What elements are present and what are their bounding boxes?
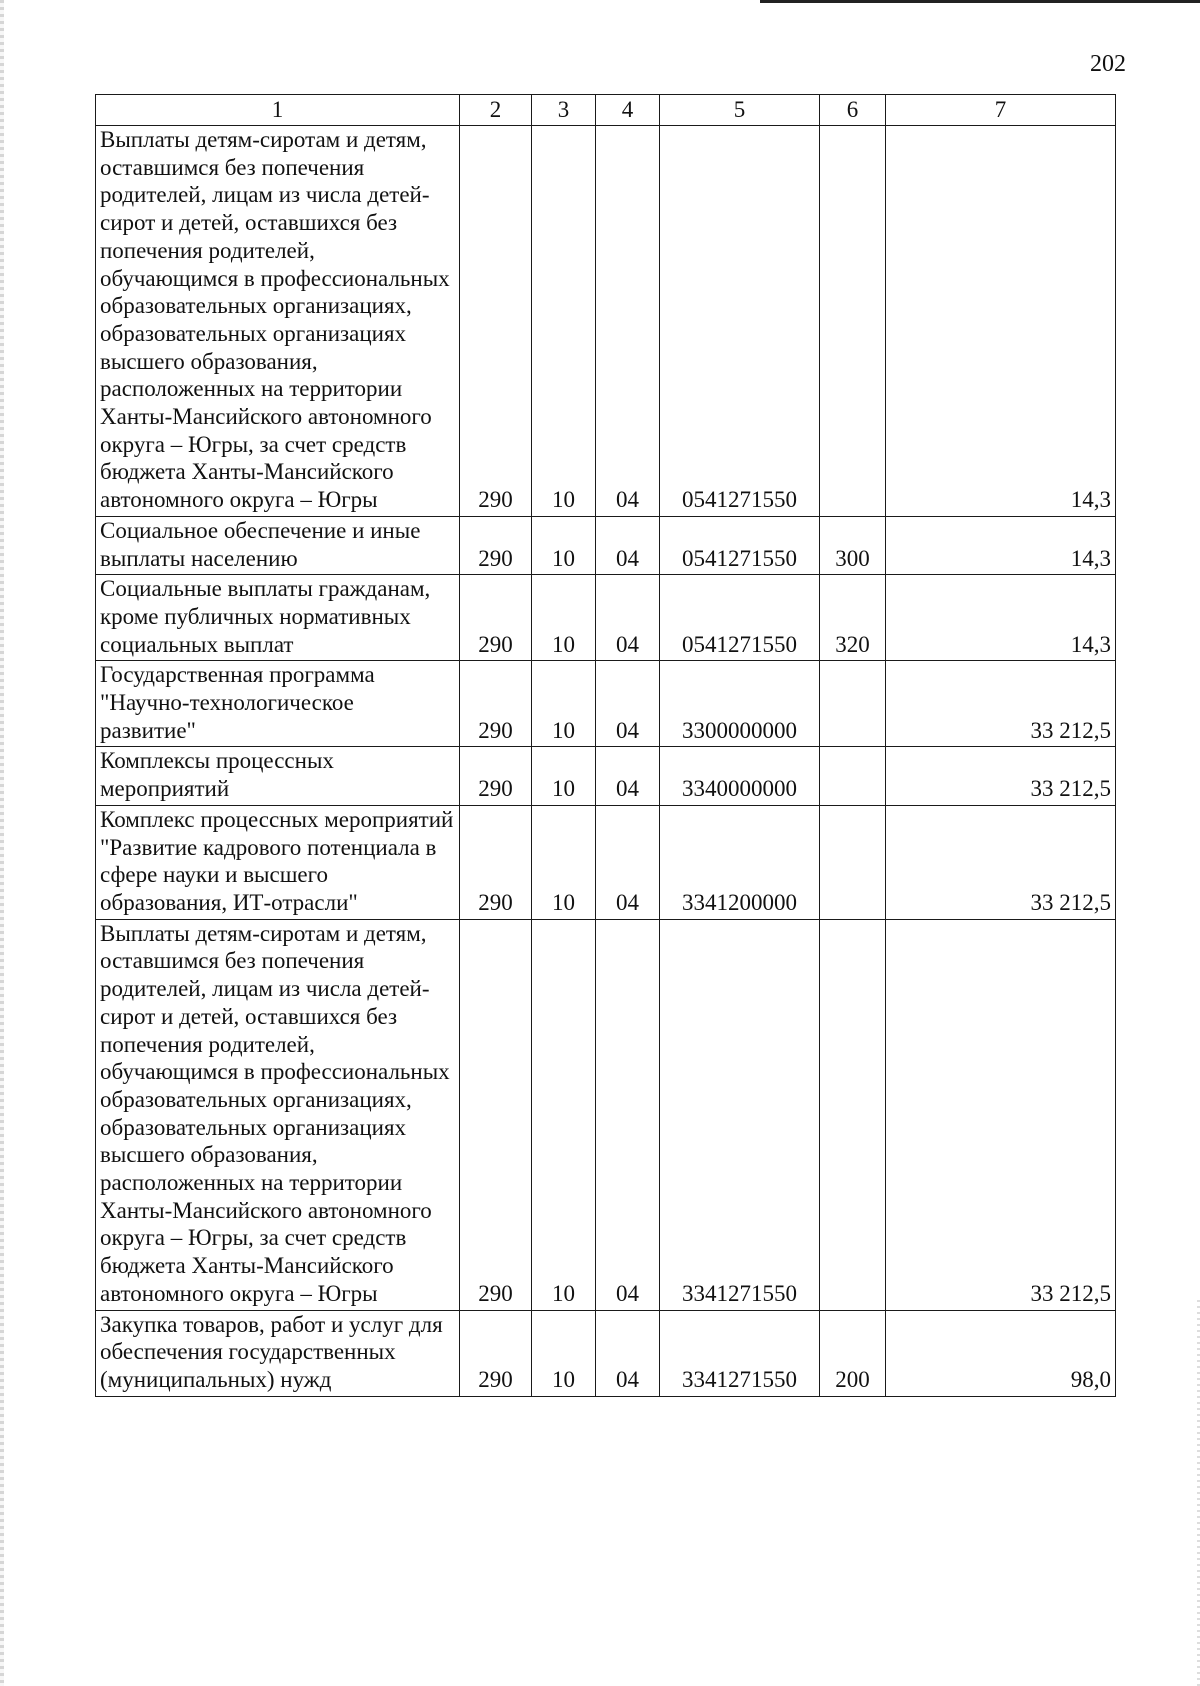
- cell-administrator: 290: [460, 516, 532, 574]
- cell-amount: 33 212,5: [886, 805, 1116, 919]
- cell-subsection: 04: [596, 747, 660, 805]
- cell-target-article: 3341271550: [660, 1310, 820, 1396]
- cell-section: 10: [532, 805, 596, 919]
- cell-subsection: 04: [596, 805, 660, 919]
- cell-administrator: 290: [460, 747, 532, 805]
- cell-target-article: 0541271550: [660, 575, 820, 661]
- cell-section: 10: [532, 575, 596, 661]
- cell-subsection: 04: [596, 575, 660, 661]
- table-row: [96, 805, 1116, 919]
- cell-administrator: 290: [460, 126, 532, 517]
- row-name: Социальное обеспечение и иные выплаты населению: [96, 516, 460, 574]
- scan-edge-left: [0, 0, 4, 1686]
- row-name: Выплаты детям-сиротам и детям, оставшимся без попечения родителей, лицам из числа детей-сирот и детей, оставшихся без попечения родителей, обучающимся в профессиональных образовательных организациях, образовательных организациях высшего образования, расположенных на территории Ханты-Мансийского автономного округа – Югры, за счет средств бюджета Ханты-Мансийского автономного округа – Югры: [96, 919, 460, 1310]
- row-name: Государственная программа "Научно-технологическое развитие": [96, 661, 460, 747]
- cell-expense-type: [820, 747, 886, 805]
- cell-subsection: 04: [596, 661, 660, 747]
- table-row: [96, 516, 1116, 574]
- scan-edge-top: [760, 0, 1200, 3]
- cell-target-article: 3300000000: [660, 661, 820, 747]
- cell-target-article: 0541271550: [660, 126, 820, 517]
- page-number: 202: [1090, 51, 1126, 77]
- cell-administrator: 290: [460, 1310, 532, 1396]
- cell-target-article: 0541271550: [660, 516, 820, 574]
- cell-amount: 33 212,5: [886, 661, 1116, 747]
- table-row: [96, 919, 1116, 1310]
- cell-target-article: 3341271550: [660, 919, 820, 1310]
- cell-subsection: 04: [596, 919, 660, 1310]
- column-header: 4: [596, 95, 660, 126]
- row-name: Закупка товаров, работ и услуг для обеспечения государственных (муниципальных) нужд: [96, 1310, 460, 1396]
- column-header: 7: [886, 95, 1116, 126]
- table-row: [96, 747, 1116, 805]
- cell-expense-type: [820, 126, 886, 517]
- cell-subsection: 04: [596, 126, 660, 517]
- cell-amount: 98,0: [886, 1310, 1116, 1396]
- cell-administrator: 290: [460, 661, 532, 747]
- cell-expense-type: [820, 919, 886, 1310]
- table-row: [96, 126, 1116, 517]
- column-header: 1: [96, 95, 460, 126]
- row-name: Социальные выплаты гражданам, кроме публичных нормативных социальных выплат: [96, 575, 460, 661]
- table-row: [96, 661, 1116, 747]
- cell-subsection: 04: [596, 516, 660, 574]
- cell-target-article: 3340000000: [660, 747, 820, 805]
- table-header-row: [96, 95, 1116, 126]
- cell-expense-type: [820, 661, 886, 747]
- cell-section: 10: [532, 126, 596, 517]
- column-header: 5: [660, 95, 820, 126]
- cell-section: 10: [532, 661, 596, 747]
- cell-amount: 33 212,5: [886, 919, 1116, 1310]
- cell-section: 10: [532, 1310, 596, 1396]
- cell-amount: 14,3: [886, 516, 1116, 574]
- row-name: Комплексы процессных мероприятий: [96, 747, 460, 805]
- column-header: 3: [532, 95, 596, 126]
- column-header: 2: [460, 95, 532, 126]
- cell-subsection: 04: [596, 1310, 660, 1396]
- cell-target-article: 3341200000: [660, 805, 820, 919]
- row-name: Выплаты детям-сиротам и детям, оставшимся без попечения родителей, лицам из числа детей-сирот и детей, оставшихся без попечения родителей, обучающимся в профессиональных образовательных организациях, образовательных организациях высшего образования, расположенных на территории Ханты-Мансийского автономного округа – Югры, за счет средств бюджета Ханты-Мансийского автономного округа – Югры: [96, 126, 460, 517]
- cell-administrator: 290: [460, 805, 532, 919]
- cell-amount: 33 212,5: [886, 747, 1116, 805]
- cell-administrator: 290: [460, 575, 532, 661]
- cell-section: 10: [532, 919, 596, 1310]
- cell-section: 10: [532, 516, 596, 574]
- table-row: [96, 575, 1116, 661]
- row-name: Комплекс процессных мероприятий "Развитие кадрового потенциала в сфере науки и высшего образования, ИТ-отрасли": [96, 805, 460, 919]
- cell-section: 10: [532, 747, 596, 805]
- cell-expense-type: [820, 805, 886, 919]
- cell-administrator: 290: [460, 919, 532, 1310]
- cell-amount: 14,3: [886, 126, 1116, 517]
- cell-expense-type: 200: [820, 1310, 886, 1396]
- column-header: 6: [820, 95, 886, 126]
- table-row: [96, 1310, 1116, 1396]
- budget-table: [95, 94, 1116, 1397]
- cell-expense-type: 320: [820, 575, 886, 661]
- cell-amount: 14,3: [886, 575, 1116, 661]
- cell-expense-type: 300: [820, 516, 886, 574]
